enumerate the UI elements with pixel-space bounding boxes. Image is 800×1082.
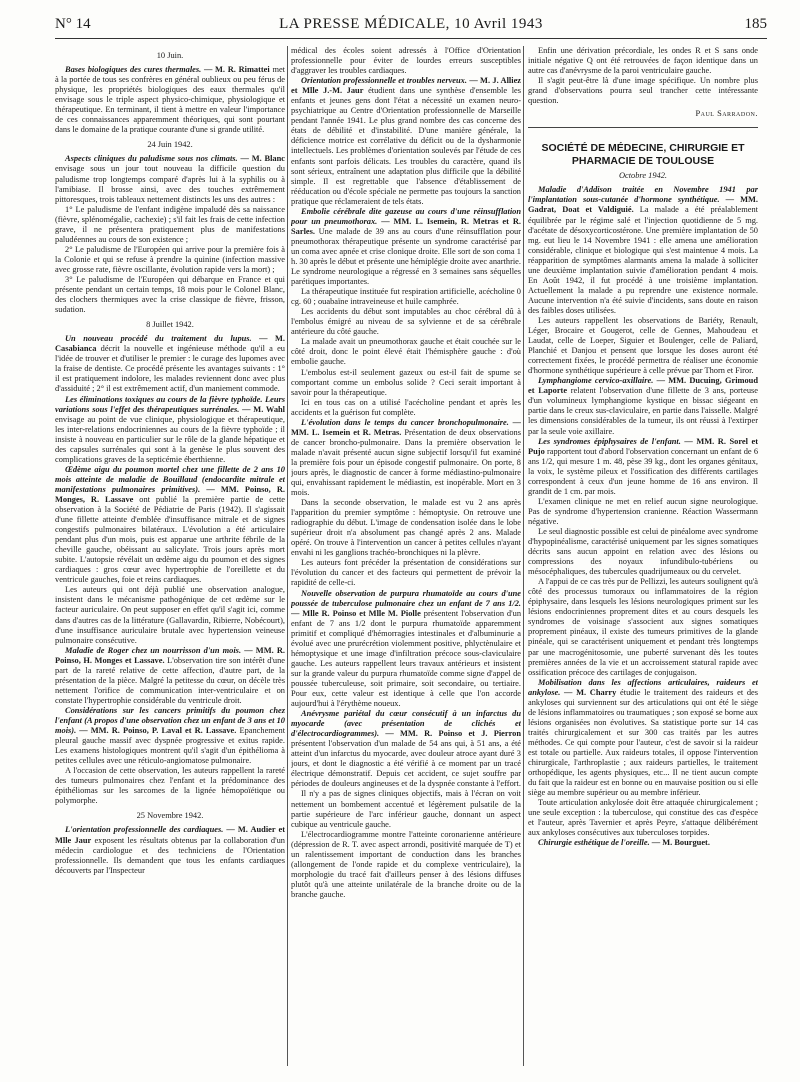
article-paragraph: Les auteurs font précéder la présentation de considérations sur l'évolution du cancer et des facteurs qui permettent de prévoir la rapidité de celle-ci.: [291, 558, 521, 588]
article-paragraph: [55, 334, 285, 394]
article-text: met à la portée de tous ses confrères en général oublieux ou peu férus de physique, les propriétés biologiques des eaux thermales qu'il envisage sous le triple aspect physico-chimique, physiologique et thérapeutique. En terminant, il tient à mettre en valeur l'importance de ces connaissances apparemment théoriques, qui sont pourtant dans le domaine de la pratique courante d'une si grande utilité.: [55, 65, 285, 135]
article-paragraph: médical des écoles soient adressés à l'Office d'Orientation professionnelle pour éviter de lourdes erreurs susceptibles d'aggraver les troubles cardiaques.: [291, 46, 521, 76]
page-number: 185: [744, 16, 767, 32]
section-date: 10 Juin.: [156, 51, 184, 60]
signature: Paul Sarradon.: [695, 109, 758, 119]
section-date: 8 Juillet 1942.: [146, 320, 194, 330]
article-text: présentent l'observation d'un malade de 54 ans qui, à 51 ans, a été atteint d'un infarctus du myocarde, avec douleur atroce ayant duré 3 jours, et dont le diagnostic a été vérifié à ce moment par un tracé électrique démonstratif. Depuis cet accident, ce sujet souffre par périodes de douleurs angineuses et de la dyspnée constante à l'effort.: [291, 739, 521, 789]
article-paragraph: Enfin une dérivation précordiale, les ondes R et S sans onde initiale négative Q ont été retrouvées de façon identique dans un autre cas d'anévrysme de la paroi ventriculaire gauche.: [528, 46, 758, 76]
article-paragraph: [528, 437, 758, 497]
column-divider: [523, 46, 524, 1066]
article-paragraph: L'examen clinique ne met en relief aucun signe neurologique. Pas de syndrome d'hypertension cranienne. Réaction Wassermann négative.: [528, 496, 758, 526]
article-title: Embolie cérébrale dite gazeuse au cours d'une réinsufflation pour un pneumothorax.: [291, 206, 521, 226]
article-text: étudient dans une synthèse d'ensemble les enfants et jeunes gens dont l'état a nécessité un examen neuro-psychiatrique au Centre d'Orientation professionnelle de Marseille pendant l'année 1941. Le plus grand nombre des cas concerne des états de débilité et d'instabilité. D'une manière générale, la déficience motrice est corrélative du déficit ou de la dysharmonie intellectuels. Les problèmes d'orientation soulevés par l'étude de ces enfants sont parfois délicats. Les troubles du caractère, quand ils sont sérieux, entraînent une adaptation plus difficile que la débilité simple. Il est regrettable que l'absence d'établissement de rééducation ou d'école spéciale ne permette pas toujours la sanction pratique que réclameraient de tels états.: [291, 86, 521, 206]
article-paragraph: Toute articulation ankylosée doit être attaquée chirurgicalement ; une seule exception : la tuberculose, qui constitue des cas d'espèce et l'auteur, après Tavernier et après Peyre, s'attaque délibérément aux ankyloses consécutives aux tuberculoses torpides.: [528, 798, 758, 838]
article-text: étudie le traitement des raideurs et des ankyloses qui surviennent sur des articulations qui ont été le siège de lésions inflammatoires ou traumatiques ; son exposé se borne aux lésions organisées non évolutives. Sa statistique porte sur 14 cas traités chirurgicalement et sur 300 cas traités par les autres méthodes. Ce qui compte pour l'auteur, c'est de savoir si la raideur est totale ou partielle. Aux raideurs totales, il oppose l'intervention chirurgicale, l'arthroplastie ; aux raideurs partielles, le traitement orthopédique, les agents physiques, etc... Il ne tient aucun compte du fait que la raideur est en bonne ou en mauvaise position ou si elle siège au membre supérieur ou au membre inférieur.: [528, 687, 758, 798]
column-3: [528, 46, 758, 1066]
header-rule: [55, 38, 767, 39]
article-paragraph: La thérapeutique instituée fut respiration artificielle, acécholine 0 cg. 60 ; ouabaïne intraveineuse et huile camphrée.: [291, 287, 521, 307]
article-title: Les syndromes épiphysaires de l'enfant.: [538, 436, 681, 446]
article-author: — M. R. Rimattei: [203, 65, 270, 75]
article-title: L'évolution dans le temps du cancer bronchopulmonaire.: [301, 417, 509, 427]
article-title: Chirurgie esthétique de l'oreille.: [538, 838, 650, 848]
article-paragraph: Ici en tous cas on a utilisé l'acécholine pendant et après les accidents et la guérison fut complète.: [291, 397, 521, 417]
article-author: — MM. Ducuing, Grimoud et Laporte: [528, 376, 758, 396]
article-paragraph: La malade avait un pneumothorax gauche et était couchée sur le côté droit, donc le point élevé était l'hémisphère gauche : d'où embolie gauche.: [291, 337, 521, 367]
article-title: Lymphangiome cervico-axillaire.: [538, 376, 654, 386]
article-paragraph: Dans la seconde observation, le malade est vu 2 ans après l'apparition du premier symptôme : hémoptysie. On retrouve une radiographie du début. L'image de condensation isolée dans le lobe supérieur droit n'a absolument pas changé après 2 ans. Malade opéré. On trouve à l'intervention un cancer à petites cellules n'ayant envahi ni les ganglions trachéo-bronchiques ni la plèvre.: [291, 498, 521, 558]
article-title: Œdème aigu du poumon mortel chez une fillette de 2 ans 10 mois atteinte de maladie de Bouillaud (endocardite mitrale et manifestations pulmonaires primitives).: [55, 464, 285, 494]
article-paragraph: [291, 418, 521, 498]
article-paragraph: Il s'agit peut-être là d'une image spécifique. Un nombre plus grand d'observations pourra seul trancher cette intéressante question.: [528, 76, 758, 106]
article-title: Maladie de Roger chez un nourrisson d'un mois.: [65, 645, 242, 655]
article-text: rapportent tout d'abord l'observation concernant un enfant de 6 ans 1/2, qui mesure 1 m. 48, pèse 39 kg., dont les organes génitaux, la voix, le système pileux et l'ossification des différents cartilages correspondent à ceux d'un jeune homme de 16 ans environ. Il grandit de 1 cm. par mois.: [528, 446, 758, 496]
article-paragraph: [55, 465, 285, 586]
article-title: Un nouveau procédé du traitement du lupus.: [65, 334, 252, 344]
section-date: 25 Novembre 1942.: [136, 811, 204, 821]
article-paragraph: [55, 395, 285, 465]
article-author: — MM. L. Isemein et R. Metras.: [291, 417, 521, 437]
article-author: — MM. R. Poinso, H. Monges et Lassave.: [55, 645, 285, 665]
article-paragraph: L'électrocardiogramme montre l'atteinte coronarienne antérieure (dépression de R. T. avec aspect arrondi, positivité marquée de T) et un ralentissement important de conduction dans les branches (allongement de l'onde rapide et du complexe ventriculaire), la morphologie du tracé fait d'ailleurs penser à des lésions diffuses plutôt qu'à une atteinte unilatérale de la branche droite ou de la branche gauche.: [291, 829, 521, 899]
article-paragraph: [55, 154, 285, 204]
article-paragraph: [528, 838, 758, 848]
column-divider: [287, 46, 288, 1066]
article-paragraph: Les accidents du début sont imputables au choc cérébral dû à l'embolus émigré au niveau de sa sylvienne et de sa cérébrale antérieure du côté gauche.: [291, 307, 521, 337]
article-author: — M. Casabianca: [55, 334, 285, 354]
article-author: — M. Blanc: [240, 154, 285, 164]
article-author: — Mlle R. Poinso et Mlle M. Piolle: [291, 608, 421, 618]
article-paragraph: [55, 646, 285, 706]
article-title: Maladie d'Addison traitée en Novembre 1941 par l'implantation sous-cutanée d'hormone synthétique.: [528, 185, 758, 205]
masthead: [55, 14, 767, 38]
journal-title-line: [55, 14, 767, 34]
article-author: — MM. R. Poinso, P. Laval et R. Lassave.: [79, 726, 237, 736]
article-paragraph: A l'occasion de cette observation, les auteurs rappellent la rareté des tumeurs pulmonaires chez l'enfant et la prédominance des épithéliomas sur les sarcomes de la lignée hémopoïétique ou polymorphe.: [55, 766, 285, 806]
list-item: 2° Le paludisme de l'Européen qui arrive pour la première fois à la Colonie et qui se refuse à prendre la quinine (infection massive avec grosse rate, fièvre oscillante, évolution rapide vers la mort) ;: [55, 244, 285, 274]
article-title: Considérations sur les cancers primitifs du poumon chez l'enfant (A propos d'une observation chez un enfant de 3 ans et 10 mois).: [55, 705, 285, 736]
article-text: Epanchement pleural gauche massif avec dyspnée progressive et exitus rapide. Les examens histologiques montrent qu'il s'agit d'un épithélioma à petites cellules avec une réticulo-angiomatose pulmonaire.: [55, 726, 285, 766]
article-author: — MM. R. Poinso et J. Pierron: [385, 729, 521, 739]
society-date: Octobre 1942.: [618, 171, 668, 181]
article-paragraph: [55, 825, 285, 875]
article-author: — MM. R. Sorel et Pujo: [528, 436, 758, 456]
journal-name: LA PRESSE MÉDICALE,: [279, 16, 450, 32]
article-text: exposent les résultats obtenus par la collaboration d'un médecin cardiologue et des techniciens de l'Orientation professionnelle. Ils demandent que tous les enfants cardiaques découverts par l'Inspecteur: [55, 835, 285, 875]
section-date: 24 Juin 1942.: [147, 140, 193, 150]
issue-number: N° 14: [55, 16, 91, 32]
article-title: Aspects cliniques du paludisme sous nos climats.: [65, 154, 238, 164]
article-paragraph: [55, 706, 285, 766]
article-paragraph: [291, 207, 521, 287]
issue-date: 10 Avril 1943: [454, 16, 543, 32]
article-title: Anévrysme pariétal du cœur consécutif à un infarctus du myocarde (avec présentation de clichés et d'électrocardiogrammes).: [291, 709, 521, 739]
article-text: présentent l'observation d'un enfant de 7 ans 1/2 dont le purpura rhumatoïde apparemment primitif et compliqué d'hémorragies intestinales et d'albuminurie a évolué avec une prurécrétion violemment positive, phlyctènulaire et hémoptysique et une image d'infiltration précoce sous-claviculaire gauche. Les auteurs rappellent leurs travaux antérieurs et insistent sur la grande valeur du purpura rhumatoïde comme signe d'appel de poussée tuberculeuse, soit primaire, soit secondaire, ou tertiaire. Pour eux, cette valeur est identique à celle que l'on accorde aujourd'hui à l'érythème noueux.: [291, 608, 521, 709]
article-author: — M. Charry: [564, 687, 617, 697]
article-text: ont publié la première partie de cette observation à la Société de Pédiatrie de Paris (1942). Il s'agissait d'une fillette atteinte d'emblée d'insuffisance mitrale et de signes congestifs pulmonaires bilatéraux. L'évolution a été articulaire pendant plus d'un mois, puis est apparue une arthrite fébrile de la cheville gauche, obéissant au salicylate. Trois jours après mort subite. L'autopsie révélait un œdème aigu du poumon et des signes cardiaques : gros cœur avec hypertrophie de l'oreillette et du ventricule gauches, foie et reins cardiaques.: [55, 494, 285, 585]
article-text: La malade a été préalablement équilibrée par le régime salé et l'injection quotidienne de 5 mg. d'acétate de désoxycorticostérone. Une première implantation de 50 mg. eut lieu le 14 Novembre 1941 : elle amena une amélioration considérable, clinique et biologique qui s'est maintenue 4 mois. La réapparition de symptômes alarmants amena la malade à solliciter une deuxième implantation suivie d'amélioration pendant 4 mois. En Août 1942, il fut procédé à une troisième implantation. Actuellement la malade a pu reprendre une existence normale. Aucune intervention n'a été suivie d'incidents, sans doute en raison des faibles doses utilisées.: [528, 205, 758, 315]
article-title: Bases biologiques des cures thermales.: [65, 65, 202, 75]
article-title: Mobilisation dans les affections articulaires, raideurs et ankylose.: [528, 677, 758, 697]
article-title: Orientation professionnelle et troubles nerveux.: [301, 76, 467, 86]
list-item: 1° Le paludisme de l'enfant indigène impaludé dès sa naissance (fièvre, splénomégalie, cachexie) ; s'il fait les frais de cette infection grave, il ne présentera pratiquement plus de manifestations paludéennes au cours de son existence ;: [55, 204, 285, 244]
article-author: — M. Wahl: [242, 404, 285, 414]
article-text: envisage au point de vue clinique, physiologique et thérapeutique, les inter-relations endocriniennes au cours de la fièvre typhoïde ; il insiste à nouveau en particulier sur le rôle de la glande hépatique et des capsules surrénales qui sont à la genèse le plus souvent des complications graves de la septicémie éberthienne.: [55, 414, 285, 464]
article-title: Nouvelle observation de purpura rhumatoïde au cours d'une poussée de tuberculose pulmonaire chez un enfant de 7 ans 1/2.: [291, 588, 521, 608]
article-paragraph: Les auteurs qui ont déjà publié une observation analogue, insistent dans le mécanisme pathogénique de cet œdème sur le facteur auriculaire. On peut supposer en effet qu'il s'agit ici, comme dans d'autres cas de la littérature (Gallavardin, Ribierre, Nobécourt), d'une insuffisance auriculaire brutale avec hypertension veineuse pulmonaire consécutive.: [55, 585, 285, 645]
article-paragraph: L'embolus est-il seulement gazeux ou est-il fait de spume se comportant comme un embolus solide ? Ceci serait important à savoir pour la thérapeutique.: [291, 367, 521, 397]
column-2: [291, 46, 521, 1066]
article-author: — MM. Gadrat, Doat et Valdiguié.: [528, 195, 758, 215]
article-paragraph: [528, 185, 758, 316]
article-text: décrit la nouvelle et ingénieuse méthode qu'il a eu l'idée de trouver et d'utiliser le premier : le curage des lupomes avec la fraise de dentiste. Ce procédé présente les avantages suivants : 1° il est pratiquement indolore, les malades reviennent donc avec plus d'assiduité ; 2° il est extrêmement actif, d'un maniement commode.: [55, 344, 285, 394]
article-author: — M. J. Alliez et Mlle J.-M. Jaur: [291, 76, 521, 96]
society-heading: SOCIÉTÉ DE MÉDECINE, CHIRURGIE ET PHARMACIE DE TOULOUSE: [541, 142, 745, 168]
article-title: Les éliminations toxiques au cours de la fièvre typhoïde. Leurs variations sous l'effet des thérapeutiques surrénales.: [55, 394, 285, 414]
article-text: L'observation tire son intérêt d'une part de la rareté relative de cette affection, d'autre part, de la présentation de la pièce. Malgré la petitesse du cœur, on décèle très nettement l'orifice de communication inter-ventriculaire et on constate l'hypertrophie considérable du ventricule droit.: [55, 655, 285, 705]
article-author: — MM. L. Isemein, R. Metras et R. Sarles.: [291, 216, 521, 236]
article-paragraph: [291, 709, 521, 789]
article-text: envisage sous un jour tout nouveau la difficile question du paludisme trop longtemps comparé d'après lui à la syphilis ou à l'amibiase. Il brosse ainsi, avec des touches extrêmement pittoresques, trois tableaux nettement distincts les uns des autres :: [55, 164, 285, 204]
article-paragraph: Le seul diagnostic possible est celui de pinéalome avec syndrome d'hypopinéalisme, caractérisé uniquement par les signes somatiques décrits sans aucun appoint en relation avec des lésions ou compressions des noyaux infundibulo-tubériens ou mésocéphaliques, des tubercules quadrijumeaux ou du cervelet.: [528, 526, 758, 577]
article-paragraph: A l'appui de ce cas très pur de Pellizzi, les auteurs soulignent qu'à côté des processus tumoraux ou inflammatoires de la région épiphysaire, dans lesquels les lésions neurologiques priment sur les lésions endocriniennes proprement dites et au cours desquels les syndromes de voisinage s'associent aux signes somatiques proprement pinéaux, il existe des tumeurs primitives de la glande pinéale, qui se caractérisent uniquement et pendant très longtemps par une macrogénitosomie, une puberté survenant dès les toutes premières années de la vie et un accroissement statural rapide avec ossification précoce des cartilages de conjugaison.: [528, 577, 758, 677]
article-text: Présentation de deux observations de cancer broncho-pulmonaire. Dans la première observation le malade n'avait présenté aucun signe subjectif lorsqu'il fut examiné la première fois pour un épisode congestif pulmonaire. On porte, 8 jours après, le diagnostic de cancer à forme médiastino-pulmonaire qui, envahissant rapidement le médiastin, est inopérable. Mort en 3 mois.: [291, 427, 521, 498]
article-title: L'orientation professionnelle des cardiaques.: [65, 825, 224, 835]
article-paragraph: [291, 76, 521, 207]
article-author: — M. Audier et Mlle Jaur: [55, 825, 285, 845]
article-text: relatent l'observation d'une fillette de 3 ans, porteuse d'un volumineux lymphangiome kystique en bissac siégeant en partie dans le creux sus-claviculaire, en partie dans l'aisselle. Malgré les dimensions considérables de la tumeur, ils ont réussi à l'extirper par la seule voie axillaire.: [528, 386, 758, 436]
article-paragraph: Les auteurs rappellent les observations de Bariéty, Renault, Léger, Brocaire et Gougerot, celle de Gennes, Mahoudeau et Laudat, celle de Loeper, Siguier et Boulenger, celle de Paliard, Planchié et Danjou et pensent que lorsque les doses auront été correctement fixées, le procédé permettra de réaliser une économie d'hormone synthétique supérieure à celle prévue par Thorn et Firor.: [528, 315, 758, 376]
article-paragraph: [528, 376, 758, 436]
article-author: — MM. Poinso, R. Monges, R. Lassave: [55, 484, 285, 504]
article-paragraph: Il n'y a pas de signes cliniques objectifs, mais à l'écran on voit nettement un bombement accentué et légèrement pulsatile de la partie supérieure de l'arc inférieur gauche, donnant un aspect cubique au ventricule gauche.: [291, 789, 521, 829]
section-rule: [528, 127, 758, 128]
column-1: [55, 46, 285, 1066]
list-item: 3° Le paludisme de l'Européen qui débarque en France et qui présente pendant un certain temps, 18 mois pour le Colonel Blanc, des clochers thermiques avec la crise classique de fièvre, frisson, sudation.: [55, 274, 285, 315]
article-paragraph: [528, 678, 758, 799]
article-paragraph: [55, 65, 285, 135]
article-author: — M. Bourguet.: [651, 838, 710, 848]
article-text: Une malade de 39 ans au cours d'une réinsufflation pour pneumothorax thérapeutique présente un syndrome caractérisé par un coma avec apnée et crise clonique droite. Elle sort de son coma 1 h. 30 après le début et présente une hémiplégie droite avec anarthrie. Le syndrome neurologique a régressé en 3 semaines sans séquelles parétiques importantes.: [291, 226, 521, 287]
article-paragraph: [291, 589, 521, 710]
